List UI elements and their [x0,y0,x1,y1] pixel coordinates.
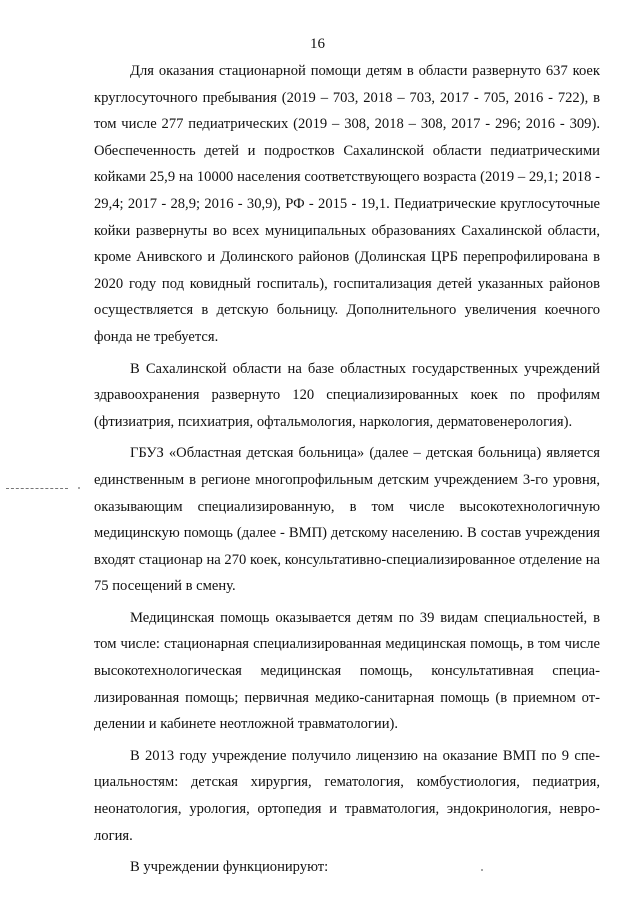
paragraph-childrens-hospital: ГБУЗ «Областная детская больница» (далее – детская больница) является единственным в регионе многопрофильным детским учреждением 3-го уровня, оказывающим специализированную, в том числе высокотехнологичную медицинскую помощь (далее - ВМП) детскому населению. В состав учреждения входят стационар на 270 коек, консультативно-специализированное отделение на 75 посещений в смену. [94,445,600,595]
paragraph-hospital-beds: Для оказания стационарной помощи детям в области развернуто 637 коек круглосуточного пребывания (2019 – 703, 2018 – 703, 2017 - 705, 2016 - 722), в том числе 277 педиатрических (2019 – 308, 2018 – 308, 2017 - 296; 2016 - 309). Обеспеченность детей и подростков Сахалинской области педиатрическими койками 25,9 на 10000 населения соответствующего возраста (2019 – 29,1; 2018 - 29,4; 2017 - 28,9; 2016 - 30,9), РФ - 2015 - 19,1. Педиатрические круглосуточные койки развернуты во всех муниципальных образованиях Сахалинской области, кроме Анивского и Долинского районов (Долинская ЦРБ перепрофилирована в 2020 году под ковидный госпиталь), госпитализация детей указанных районов осуществляется в детскую больницу. Дополнительного увеличения коечного фонда не требуется. [94,63,600,345]
paragraph-specialties: Медицинская помощь оказывается детям по 39 видам специальностей, в том числе: стационарная специализированная медицинская помощь, в том числе высокотехнологическая медицинская помощь, консультативная специализированная помощь; первичная медико-санитарная помощь (в приемном отделении и кабинете неотложной травматологии). [94,609,600,733]
page-number: 16 [310,36,325,52]
margin-scan-dot [78,487,80,489]
paragraph-license: В 2013 году учреждение получило лицензию на оказание ВМП по 9 специальностям: детская хирургия, гематология, комбустиология, педиатрия, неонатология, урология, ортопедия и травматология, эндокринология, неврология. [94,747,600,844]
paragraph-specialized-beds: В Сахалинской области на базе областных государственных учреждений здравоохранения развернуто 120 специализированных коек по профилям (фтизиатрия, психиатрия, офтальмология, наркология, дерматовенерология). [94,360,600,430]
paragraph-functioning-units: В учреждении функционируют: [130,859,329,876]
document-body [94,58,600,886]
margin-scan-mark [6,488,68,491]
